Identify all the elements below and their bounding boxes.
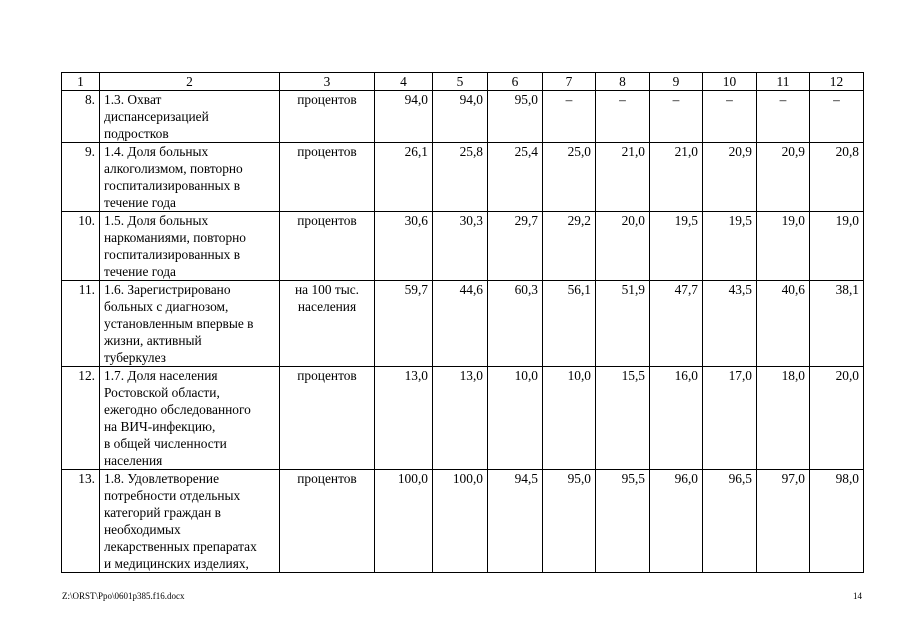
indicator-name-line: туберкулез (104, 350, 166, 365)
value-cell: 95,0 (543, 470, 596, 573)
value-cell: 19,0 (810, 212, 864, 281)
value-cell: 51,9 (596, 281, 650, 367)
indicator-name-line: 1.3. Охват (104, 92, 162, 107)
value-cell: 94,0 (375, 91, 433, 143)
value-cell: 17,0 (703, 367, 757, 470)
column-number-8: 8 (596, 73, 650, 91)
value-cell: 10,0 (488, 367, 543, 470)
value-cell: 59,7 (375, 281, 433, 367)
indicator-name-line: алкоголизмом, повторно (104, 161, 243, 176)
value-cell: 38,1 (810, 281, 864, 367)
column-number-1: 1 (62, 73, 100, 91)
unit-of-measure (280, 91, 375, 143)
value-cell: 29,2 (543, 212, 596, 281)
value-cell: 96,0 (650, 470, 703, 573)
table-row (62, 91, 864, 143)
indicator-name (100, 212, 280, 281)
column-number-9: 9 (650, 73, 703, 91)
value-cell: 96,5 (703, 470, 757, 573)
value-cell: 98,0 (810, 470, 864, 573)
value-cell: 21,0 (650, 143, 703, 212)
column-number-4: 4 (375, 73, 433, 91)
indicator-name (100, 91, 280, 143)
value-cell: 25,8 (433, 143, 488, 212)
indicator-name-line: лекарственных препаратах (104, 539, 257, 554)
value-cell: – (757, 91, 810, 143)
value-cell: 97,0 (757, 470, 810, 573)
value-cell: 20,9 (703, 143, 757, 212)
value-cell: 19,5 (650, 212, 703, 281)
indicator-name-line: ежегодно обследованного (104, 402, 251, 417)
unit-of-measure (280, 281, 375, 367)
unit-line: процентов (297, 144, 357, 159)
value-cell: 25,4 (488, 143, 543, 212)
unit-of-measure (280, 470, 375, 573)
value-cell: 56,1 (543, 281, 596, 367)
row-number: 10. (62, 212, 100, 281)
column-number-6: 6 (488, 73, 543, 91)
indicator-name-line: 1.5. Доля больных (104, 213, 209, 228)
value-cell: 20,9 (757, 143, 810, 212)
unit-of-measure (280, 212, 375, 281)
value-cell: 100,0 (375, 470, 433, 573)
unit-line: процентов (297, 368, 357, 383)
value-cell: 95,5 (596, 470, 650, 573)
indicator-name-line: на ВИЧ-инфекцию, (104, 419, 216, 434)
indicator-name-line: в общей численности (104, 436, 227, 451)
value-cell: 10,0 (543, 367, 596, 470)
indicator-name-line: диспансеризацией (104, 109, 209, 124)
unit-line: населения (297, 299, 357, 314)
value-cell: 20,0 (810, 367, 864, 470)
value-cell: 44,6 (433, 281, 488, 367)
table-row (62, 212, 864, 281)
indicator-name (100, 367, 280, 470)
column-number-10: 10 (703, 73, 757, 91)
value-cell: – (703, 91, 757, 143)
column-number-7: 7 (543, 73, 596, 91)
value-cell: 19,5 (703, 212, 757, 281)
column-number-12: 12 (810, 73, 864, 91)
value-cell: 19,0 (757, 212, 810, 281)
indicator-name-line: категорий граждан в (104, 505, 221, 520)
page-number: 14 (853, 591, 862, 601)
indicator-name-line: больных с диагнозом, (104, 299, 229, 314)
value-cell: 94,5 (488, 470, 543, 573)
value-cell: – (543, 91, 596, 143)
indicator-name-line: госпитализированных в (104, 247, 241, 262)
column-number-3: 3 (280, 73, 375, 91)
unit-line: на 100 тыс. (294, 282, 360, 297)
row-number: 9. (62, 143, 100, 212)
indicators-table (61, 72, 864, 573)
value-cell: 13,0 (433, 367, 488, 470)
column-number-11: 11 (757, 73, 810, 91)
column-number-2: 2 (100, 73, 280, 91)
value-cell: 47,7 (650, 281, 703, 367)
indicator-name-line: и медицинских изделиях, (104, 556, 249, 571)
value-cell: 13,0 (375, 367, 433, 470)
value-cell: 30,6 (375, 212, 433, 281)
value-cell: 94,0 (433, 91, 488, 143)
indicator-name-line: необходимых (104, 522, 181, 537)
table-row (62, 281, 864, 367)
value-cell: 29,7 (488, 212, 543, 281)
indicator-name-line: течение года (104, 264, 176, 279)
indicator-name-line: населения (104, 453, 163, 468)
value-cell: 40,6 (757, 281, 810, 367)
indicator-name (100, 143, 280, 212)
value-cell: 43,5 (703, 281, 757, 367)
indicator-name-line: 1.8. Удовлетворение (104, 471, 220, 486)
indicator-name-line: 1.7. Доля населения (104, 368, 218, 383)
value-cell: 95,0 (488, 91, 543, 143)
unit-line: процентов (297, 92, 357, 107)
indicator-name-line: 1.4. Доля больных (104, 144, 209, 159)
value-cell: 20,8 (810, 143, 864, 212)
indicator-name-line: госпитализированных в (104, 178, 241, 193)
value-cell: 20,0 (596, 212, 650, 281)
column-number-row (62, 73, 864, 91)
table-row (62, 143, 864, 212)
value-cell: 16,0 (650, 367, 703, 470)
indicator-name-line: течение года (104, 195, 176, 210)
value-cell: – (650, 91, 703, 143)
indicator-name-line: потребности отдельных (104, 488, 241, 503)
row-number: 13. (62, 470, 100, 573)
indicator-name-line: подростков (104, 126, 169, 141)
value-cell: 21,0 (596, 143, 650, 212)
row-number: 8. (62, 91, 100, 143)
value-cell: 60,3 (488, 281, 543, 367)
value-cell: 100,0 (433, 470, 488, 573)
value-cell: 26,1 (375, 143, 433, 212)
indicator-name-line: жизни, активный (104, 333, 202, 348)
value-cell: 18,0 (757, 367, 810, 470)
indicator-name-line: Ростовской области, (104, 385, 220, 400)
indicator-name-line: наркоманиями, повторно (104, 230, 246, 245)
row-number: 12. (62, 367, 100, 470)
unit-of-measure (280, 143, 375, 212)
value-cell: – (596, 91, 650, 143)
indicator-name-line: 1.6. Зарегистрировано (104, 282, 231, 297)
value-cell: 15,5 (596, 367, 650, 470)
indicator-name-line: установленным впервые в (104, 316, 254, 331)
indicator-name (100, 281, 280, 367)
row-number: 11. (62, 281, 100, 367)
table-row (62, 367, 864, 470)
unit-of-measure (280, 367, 375, 470)
value-cell: – (810, 91, 864, 143)
value-cell: 30,3 (433, 212, 488, 281)
value-cell: 25,0 (543, 143, 596, 212)
column-number-5: 5 (433, 73, 488, 91)
indicator-name (100, 470, 280, 573)
file-path: Z:\ORST\Ppo\0601p385.f16.docx (62, 591, 185, 601)
unit-line: процентов (297, 471, 357, 486)
unit-line: процентов (297, 213, 357, 228)
table-row (62, 470, 864, 573)
